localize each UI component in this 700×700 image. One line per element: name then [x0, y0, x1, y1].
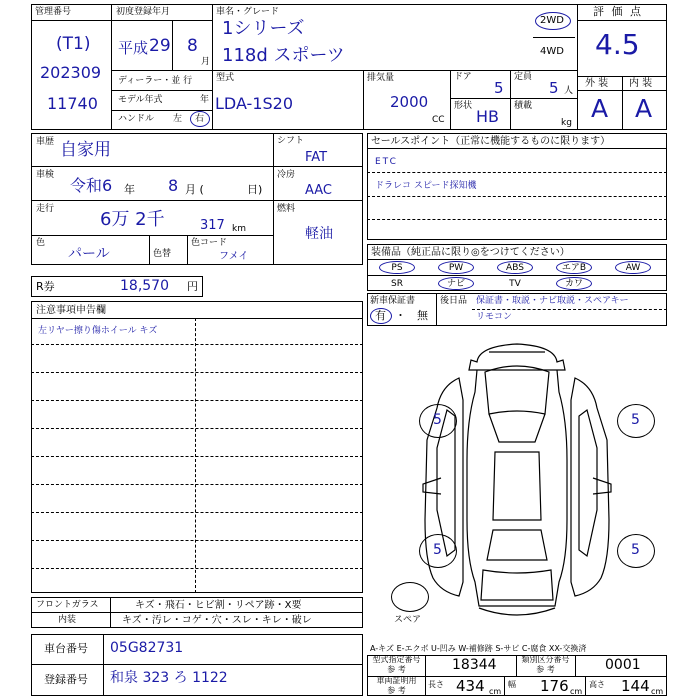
- ac-value: AAC: [305, 183, 332, 198]
- shift-label: シフト: [277, 136, 305, 146]
- length-value: 434: [456, 677, 485, 695]
- interior-grade: A: [635, 94, 653, 123]
- tire-front-right-value: 5: [631, 412, 640, 428]
- recycle-label: R券: [36, 280, 55, 293]
- divider: [212, 4, 213, 70]
- interior-label: 内 装: [629, 78, 653, 89]
- divider: [425, 655, 426, 696]
- car-name-label: 車名・グレード: [216, 7, 280, 17]
- notes-line-1: 左リヤー擦り傷ホイール キズ: [38, 326, 158, 336]
- inspection-label: 車検: [36, 170, 55, 180]
- doors-value: 5: [494, 79, 504, 97]
- color-code-label: 色コード: [191, 238, 228, 248]
- divider: [367, 275, 667, 276]
- dash-line: [367, 196, 667, 197]
- capacity-value: 5: [549, 79, 559, 97]
- divider: [622, 76, 623, 130]
- sales-point-1: ETC: [375, 157, 398, 167]
- divider: [31, 318, 363, 319]
- registration-era: 平成: [118, 39, 149, 57]
- doors-label: ドア: [454, 72, 472, 82]
- handle-left: 左: [173, 114, 183, 124]
- damage-legend: A-キズ E-エクボ U-凹み W-補修跡 S-サビ C-腐食 XX-交換済: [370, 644, 587, 653]
- chassis-label: 車台番号: [44, 642, 88, 655]
- color-value: パール: [68, 246, 110, 262]
- height-value: 144: [621, 677, 650, 695]
- divider: [577, 20, 667, 21]
- width-value: 176: [540, 677, 569, 695]
- model-year-unit: 年: [200, 95, 210, 105]
- score-value: 4.5: [595, 28, 640, 61]
- mgmt-number-label: 管理番号: [35, 7, 72, 17]
- fuel-label: 燃料: [277, 204, 296, 214]
- divider: [212, 70, 213, 130]
- exterior-label: 外 装: [585, 78, 609, 89]
- notes-rule: [31, 512, 363, 513]
- category-value: 0001: [605, 657, 641, 673]
- front-glass-label: フロントガラス: [36, 600, 99, 610]
- registration-month: 8: [187, 36, 198, 56]
- divider: [273, 133, 274, 265]
- dash-line: [367, 219, 667, 220]
- divider: [353, 70, 577, 71]
- history-value: 自家用: [60, 140, 111, 160]
- first-registration-label: 初度登録年月: [116, 7, 171, 17]
- notes-rule: [31, 484, 363, 485]
- divider: [363, 70, 364, 130]
- divider: [436, 293, 437, 326]
- spare-label: スペア: [394, 615, 422, 625]
- shape-value: HB: [476, 107, 500, 126]
- divider: [450, 70, 451, 130]
- mileage-unit: km: [232, 224, 246, 234]
- load-label: 積載: [514, 101, 533, 111]
- divider: [367, 259, 667, 260]
- length-label: 長さ: [428, 680, 444, 689]
- divider: [111, 70, 353, 71]
- color-label: 色: [36, 238, 46, 248]
- capacity-unit: 人: [564, 86, 574, 96]
- divider: [367, 148, 667, 149]
- dealer-label: ディーラー・並 行: [118, 76, 193, 86]
- load-unit: kg: [561, 118, 572, 128]
- width-label: 幅: [508, 680, 516, 689]
- mileage-small: 317: [200, 218, 225, 233]
- divider: [504, 676, 505, 696]
- mgmt-code: (T1): [56, 34, 91, 54]
- notes-rule: [31, 456, 363, 457]
- equipment-item: AW: [625, 263, 641, 273]
- type-designation-label: 型式指定番号: [372, 655, 421, 664]
- type-designation-ref: 参 考: [387, 665, 406, 674]
- notes-rule: [31, 400, 363, 401]
- interior-cond-value: キズ・汚レ・コゲ・穴・スレ・キレ・破レ: [122, 615, 312, 626]
- inspection-month-unit: 月 (: [185, 183, 204, 196]
- divider: [577, 4, 578, 130]
- tire-rear-right-value: 5: [631, 542, 640, 558]
- mgmt-number-2: 11740: [47, 94, 98, 113]
- capacity-label: 定員: [514, 72, 533, 82]
- handle-label: ハンドル: [118, 114, 155, 124]
- warranty-label: 新車保証書: [370, 296, 416, 306]
- divider: [172, 20, 173, 70]
- equipment-item: SR: [391, 279, 403, 289]
- equipment-item: PS: [391, 263, 403, 273]
- month-unit: 月: [201, 57, 211, 67]
- recycle-unit: 円: [187, 280, 198, 293]
- cert-label: 車両証明用: [376, 676, 417, 685]
- divider: [510, 70, 511, 130]
- chassis-value: 05G82731: [110, 640, 184, 656]
- plate-label: 登録番号: [44, 673, 88, 686]
- plate-value: 和泉 323 ろ 1122: [110, 670, 228, 686]
- width-unit: cm: [570, 687, 583, 696]
- dash-line: [367, 172, 667, 173]
- divider: [450, 98, 577, 99]
- shift-value: FAT: [305, 150, 328, 165]
- tire-rear-left-value: 5: [433, 542, 442, 558]
- notes-label: 注意事項申告欄: [36, 305, 106, 316]
- outer-frame-top: [31, 4, 667, 130]
- car-grade: 118d スポーツ: [222, 45, 345, 66]
- dash-line: [472, 309, 667, 310]
- inspection-month: 8: [168, 176, 179, 195]
- divider: [31, 200, 363, 201]
- repaint-label: 色替: [153, 249, 172, 259]
- registration-year: 29: [149, 36, 171, 56]
- notes-rule: [31, 428, 363, 429]
- inspection-year-unit: 年: [124, 183, 135, 196]
- displacement-label: 排気量: [367, 73, 395, 83]
- ac-label: 冷房: [277, 170, 296, 180]
- divider: [111, 20, 212, 21]
- exterior-grade: A: [591, 94, 609, 123]
- height-unit: cm: [651, 687, 664, 696]
- divider: [31, 20, 111, 21]
- fuel-value: 軽油: [305, 226, 333, 242]
- divider: [103, 634, 104, 696]
- divider: [111, 4, 112, 130]
- divider: [575, 655, 576, 676]
- divider: [31, 166, 363, 167]
- cert-ref: 参 考: [387, 686, 406, 695]
- notes-rule: [31, 344, 363, 345]
- category-ref: 参 考: [536, 665, 555, 674]
- category-label: 類別区分番号: [521, 655, 570, 664]
- drive-2wd: 2WD: [540, 15, 564, 26]
- model-value: LDA-1S20: [215, 94, 294, 113]
- inspection-era: 令和6: [70, 176, 113, 195]
- aftermarket-items-2: リモコン: [476, 312, 513, 322]
- warranty-dot: ・: [395, 309, 406, 322]
- divider: [31, 612, 363, 613]
- warranty-no: 無: [417, 309, 428, 322]
- equipment-item: PW: [448, 263, 464, 273]
- equipment-item: エアB: [561, 263, 587, 273]
- tire-front-left-value: 5: [433, 412, 442, 428]
- displacement-value: 2000: [390, 93, 429, 111]
- length-unit: cm: [489, 687, 502, 696]
- shape-label: 形状: [454, 101, 473, 111]
- recycle-value: 18,570: [120, 278, 169, 294]
- divider: [31, 235, 273, 236]
- model-label: 型式: [216, 73, 235, 83]
- color-code-value: フメイ: [219, 251, 249, 262]
- mileage-value: 6万 2千: [100, 209, 165, 230]
- notes-rule: [31, 540, 363, 541]
- height-label: 高さ: [589, 680, 605, 689]
- divider: [111, 90, 212, 91]
- divider: [149, 235, 150, 265]
- aftermarket-label: 後日品: [440, 296, 468, 306]
- mileage-label: 走行: [36, 204, 55, 214]
- divider: [187, 235, 188, 265]
- notes-rule: [31, 372, 363, 373]
- divider: [31, 664, 363, 665]
- type-designation-value: 18344: [452, 657, 497, 673]
- inspection-day-unit: 日): [247, 183, 263, 196]
- history-label: 車歴: [36, 137, 55, 147]
- equipment-item: ナビ: [446, 279, 465, 289]
- mgmt-number-1: 202309: [40, 63, 102, 82]
- handle-right: 右: [195, 114, 205, 124]
- model-year-label: モデル年式: [118, 95, 163, 105]
- front-glass-value: キズ・飛石・ヒビ割・リペア跡・X要: [135, 600, 302, 611]
- drive-4wd: 4WD: [540, 46, 564, 57]
- notes-rule: [31, 568, 363, 569]
- spare-tire: [391, 582, 429, 612]
- sales-label: セールスポイント（正常に機能するものに限ります）: [371, 136, 611, 147]
- divider: [533, 37, 575, 38]
- score-label: 評 価 点: [593, 5, 643, 18]
- interior-cond-label: 内装: [58, 615, 77, 625]
- recycle-frame: [31, 276, 203, 297]
- displacement-unit: CC: [432, 115, 445, 125]
- equipment-item: TV: [509, 279, 521, 289]
- equipment-item: カワ: [564, 279, 583, 289]
- sales-point-2: ドラレコ スピード探知機: [375, 181, 477, 191]
- equipment-item: ABS: [506, 263, 524, 273]
- car-name: 1シリーズ: [222, 18, 305, 39]
- equipment-label: 装備品（純正品に限り◎をつけてください）: [371, 247, 570, 258]
- divider: [585, 676, 586, 696]
- aftermarket-items: 保証書・取説・ナビ取説・スペアキー: [476, 296, 629, 306]
- warranty-yes: 有: [375, 309, 386, 322]
